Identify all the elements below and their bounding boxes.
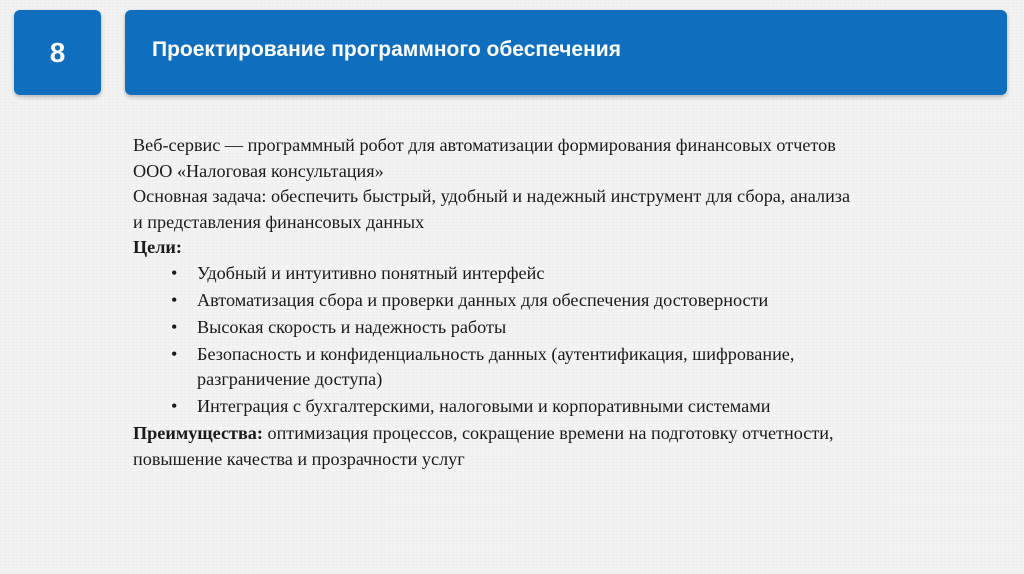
advantages-line-2: повышение качества и прозрачности услуг: [133, 448, 465, 469]
goal-text: Интеграция с бухгалтерскими, налоговыми и корпоративными системами: [197, 396, 771, 416]
goal-item: [133, 315, 993, 341]
intro-line-2: ООО «Налоговая консультация»: [133, 160, 384, 181]
bullet-icon: •: [171, 343, 178, 364]
goal-item: [133, 288, 993, 314]
goals-list: [133, 261, 993, 420]
goal-text: Безопасность и конфиденциальность данных (аутентификация, шифрование,: [197, 343, 795, 364]
goal-item: [133, 261, 993, 287]
slide-content: [133, 133, 993, 472]
goal-text: Высокая скорость и надежность работы: [197, 316, 507, 337]
goal-text: Автоматизация сбора и проверки данных для обеспечения достоверности: [197, 289, 769, 310]
task-line-1: Основная задача: обеспечить быстрый, удобный и надежный инструмент для сбора, анализа: [133, 186, 851, 206]
bullet-icon: •: [171, 316, 178, 337]
advantages-label: Преимущества:: [133, 423, 263, 443]
title-bar: [125, 10, 1007, 95]
goal-text: Удобный и интуитивно понятный интерфейс: [197, 262, 545, 283]
goal-text-continuation: разграничение доступа): [197, 369, 383, 389]
advantages-line-1: [133, 421, 993, 447]
goals-heading: Цели:: [133, 237, 182, 257]
bullet-icon: •: [171, 262, 178, 283]
intro-line-1: Веб-сервис — программный робот для автоматизации формирования финансовых отчетов: [133, 135, 836, 155]
slide-number: 8: [49, 36, 66, 68]
advantages-text: оптимизация процессов, сокращение времени на подготовку отчетности,: [262, 423, 834, 443]
slide-number-box: [14, 10, 101, 95]
bullet-icon: •: [171, 289, 178, 310]
goal-item: [133, 394, 993, 420]
bullet-icon: •: [171, 396, 178, 416]
task-line-2: и представления финансовых данных: [133, 211, 425, 232]
slide-title: Проектирование программного обеспечения: [152, 37, 621, 61]
goal-item: [133, 342, 993, 393]
